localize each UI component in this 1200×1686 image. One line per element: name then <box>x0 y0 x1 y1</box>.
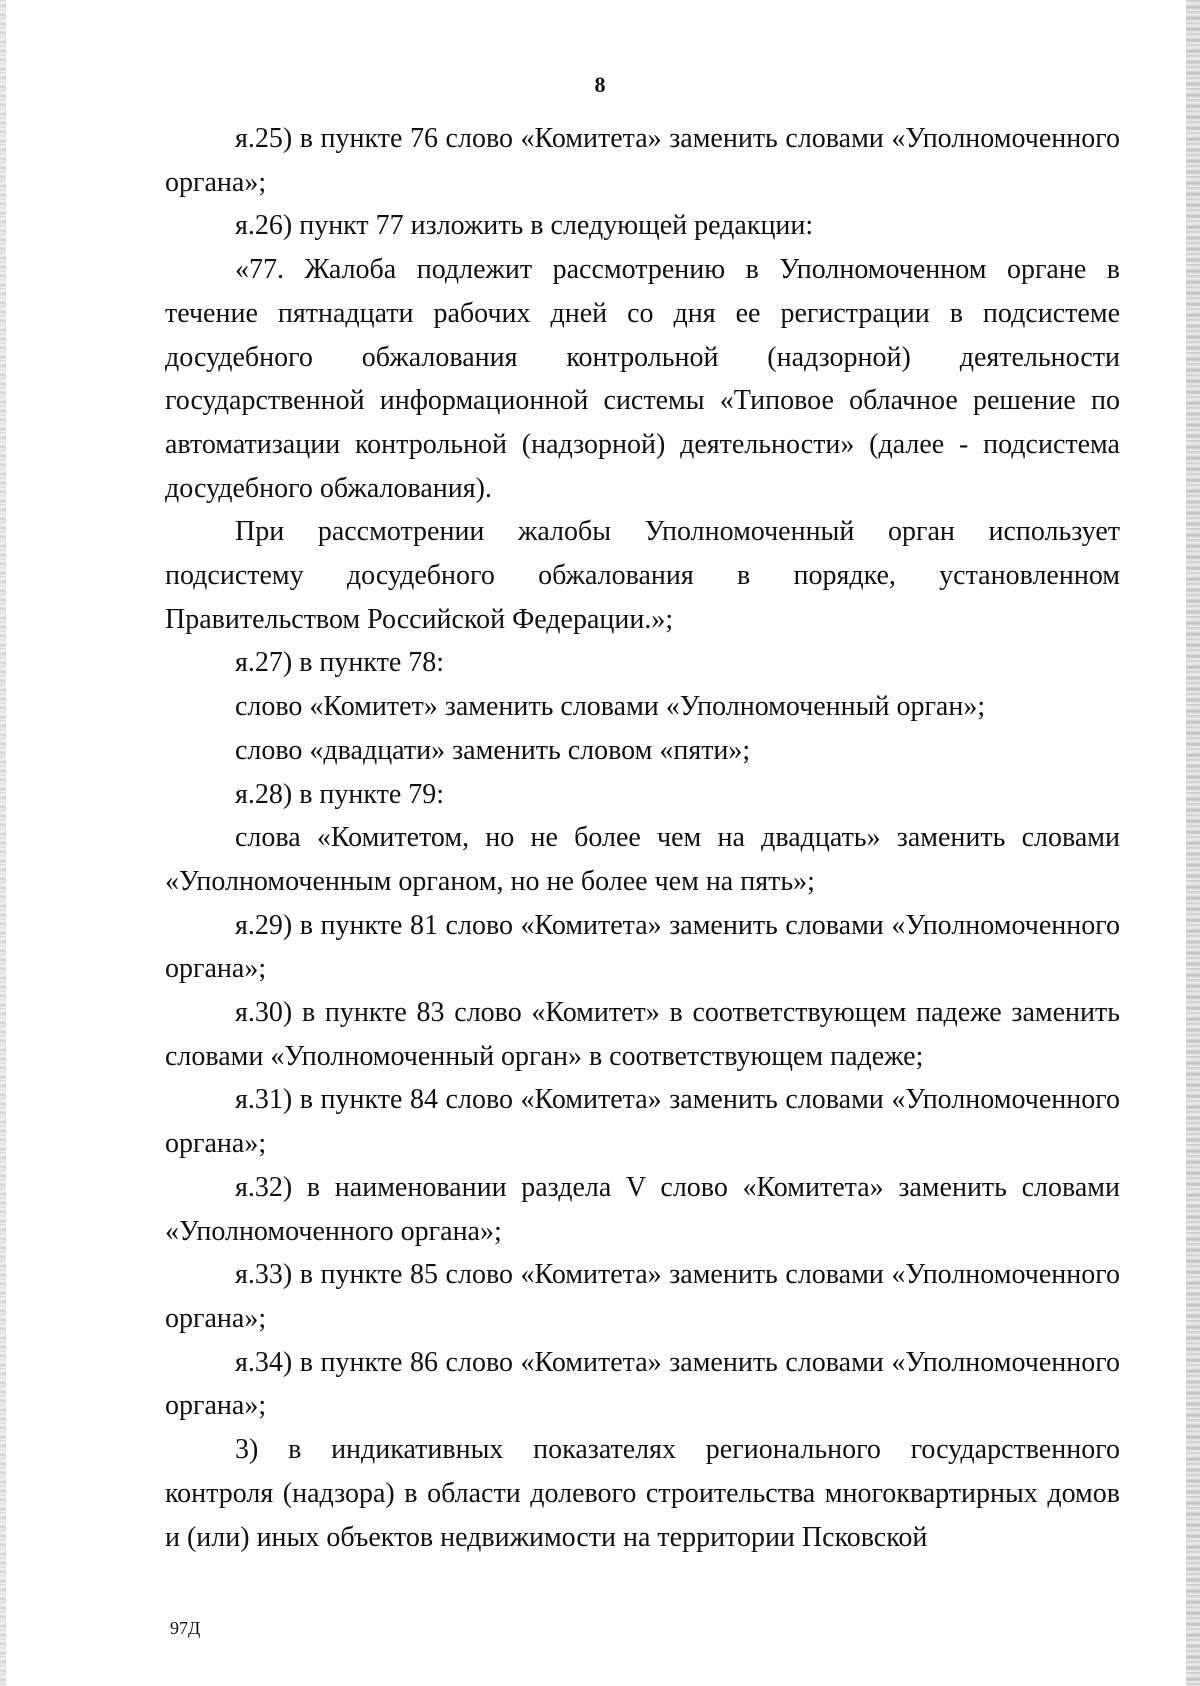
paragraph-ya34: я.34) в пункте 86 слово «Комитета» заменить словами «Уполномоченного органа»; <box>165 1346 1120 1422</box>
paragraph-ya28-words: слова «Комитетом, но не более чем на двадцать» заменить словами «Уполномоченным органом, но не более чем на пять»; <box>165 822 1120 897</box>
paragraph-ya33: я.33) в пункте 85 слово «Комитета» заменить словами «Уполномоченного органа»; <box>165 1259 1120 1334</box>
paragraph-ya29: я.29) в пункте 81 слово «Комитета» заменить словами «Уполномоченного органа»; <box>165 909 1120 985</box>
paragraph-ya26: я.26) пункт 77 изложить в следующей редакции: <box>235 210 814 242</box>
paragraph-point-77: «77. Жалоба подлежит рассмотрению в Уполномоченном органе в течение пятнадцати рабочих дней со дня ее регистрации в подсистеме досудебного обжалования контрольной (надзорной) деятельности государственной информационной системы «Типовое облачное решение по автоматизации контрольной (надзорной) деятельности» (далее - подсистема досудебного обжалования). <box>165 254 1120 504</box>
paragraph-complaint-review: При рассмотрении жалобы Уполномоченный орган использует подсистему досудебного обжалования в порядке, установленном Правительством Российской Федерации.»; <box>165 516 1120 635</box>
scan-edge-right <box>1186 0 1200 1686</box>
document-body <box>165 117 1120 1559</box>
footer-document-code: 97Д <box>170 1618 201 1638</box>
paragraph-ya27-komitet: слово «Комитет» заменить словами «Уполномоченный орган»; <box>235 691 986 723</box>
page-number: 8 <box>594 72 606 97</box>
paragraph-ya30: я.30) в пункте 83 слово «Комитет» в соответствующем падеже заменить словами «Уполномоченный орган» в соответствующем падеже; <box>165 997 1120 1072</box>
paragraph-ya27: я.27) в пункте 78: <box>235 647 445 679</box>
paragraph-ya31: я.31) в пункте 84 слово «Комитета» заменить словами «Уполномоченного органа»; <box>165 1084 1120 1160</box>
paragraph-point-3: 3) в индикативных показателях регионального государственного контроля (надзора) в области долевого строительства многоквартирных домов и (или) иных объектов недвижимости на территории Псковской <box>165 1434 1120 1553</box>
paragraph-ya25: я.25) в пункте 76 слово «Комитета» заменить словами «Уполномоченного органа»; <box>165 123 1120 198</box>
paragraph-ya28: я.28) в пункте 79: <box>235 778 445 810</box>
paragraph-ya32: я.32) в наименовании раздела V слово «Комитета» заменить словами «Уполномоченного органа»; <box>165 1171 1120 1247</box>
paragraph-ya27-dvadtsati: слово «двадцати» заменить словом «пяти»; <box>235 734 751 766</box>
scan-edge-left <box>0 0 6 1686</box>
